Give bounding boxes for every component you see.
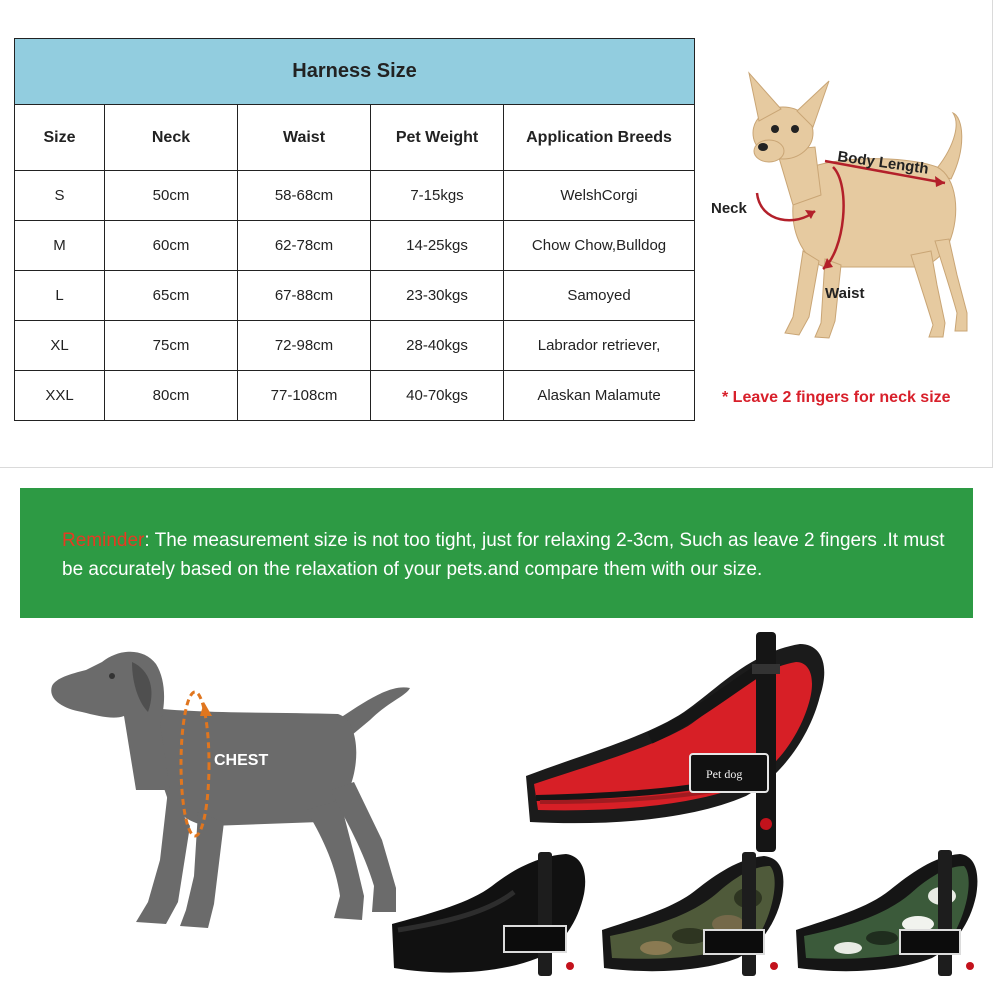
- harness-size-table: [14, 38, 695, 421]
- column-header-size: Size: [15, 105, 105, 171]
- cell-size: M: [15, 221, 105, 271]
- cell-breed: Chow Chow,Bulldog: [504, 221, 695, 271]
- cell-neck: 60cm: [105, 221, 238, 271]
- neck-label: Neck: [711, 200, 747, 217]
- white-camo-harness-image: [792, 848, 982, 980]
- waist-label: Waist: [825, 285, 865, 302]
- chihuahua-measurement-illustration: [705, 55, 990, 365]
- cell-weight: 14-25kgs: [371, 221, 504, 271]
- column-header-breeds: Application Breeds: [504, 105, 695, 171]
- cell-weight: 23-30kgs: [371, 271, 504, 321]
- green-camo-harness-image: [598, 850, 788, 980]
- column-header-pet-weight: Pet Weight: [371, 105, 504, 171]
- reminder-text: [62, 526, 967, 584]
- neck-fingers-note: * Leave 2 fingers for neck size: [722, 389, 951, 406]
- cell-weight: 28-40kgs: [371, 321, 504, 371]
- table-title: Harness Size: [15, 39, 695, 105]
- table-row: [15, 221, 695, 271]
- table-row: [15, 371, 695, 421]
- dog-silhouette: [51, 652, 410, 928]
- table-row: [15, 321, 695, 371]
- cell-waist: 72-98cm: [238, 321, 371, 371]
- harness-brand-label: Pet dog: [706, 767, 743, 781]
- column-header-neck: Neck: [105, 105, 238, 171]
- size-chart-panel: [0, 0, 993, 468]
- reminder-label: Reminder: [62, 530, 145, 551]
- cell-weight: 7-15kgs: [371, 171, 504, 221]
- cell-waist: 58-68cm: [238, 171, 371, 221]
- cell-breed: Alaskan Malamute: [504, 371, 695, 421]
- chest-label: CHEST: [214, 752, 269, 769]
- cell-breed: WelshCorgi: [504, 171, 695, 221]
- cell-waist: 77-108cm: [238, 371, 371, 421]
- cell-size: XXL: [15, 371, 105, 421]
- cell-waist: 62-78cm: [238, 221, 371, 271]
- table-header-row: [15, 105, 695, 171]
- cell-neck: 65cm: [105, 271, 238, 321]
- dog-eye: [109, 673, 115, 679]
- cell-breed: Samoyed: [504, 271, 695, 321]
- cell-neck: 50cm: [105, 171, 238, 221]
- cell-weight: 40-70kgs: [371, 371, 504, 421]
- reminder-message: : The measurement size is not too tight, just for relaxing 2-3cm, Such as leave 2 fingers .It must be accurately based on the relaxation of your pets.and compare them with our size.: [62, 530, 945, 580]
- red-harness-image: [520, 626, 830, 856]
- cell-neck: 75cm: [105, 321, 238, 371]
- cell-waist: 67-88cm: [238, 271, 371, 321]
- cell-size: L: [15, 271, 105, 321]
- column-header-waist: Waist: [238, 105, 371, 171]
- black-harness-image: [388, 850, 588, 980]
- body-length-label: Body Length: [836, 148, 930, 178]
- cell-neck: 80cm: [105, 371, 238, 421]
- table-row: [15, 271, 695, 321]
- dog-chest-illustration: [40, 640, 420, 940]
- table-row: [15, 171, 695, 221]
- cell-breed: Labrador retriever,: [504, 321, 695, 371]
- cell-size: S: [15, 171, 105, 221]
- reminder-banner: [20, 488, 973, 618]
- cell-size: XL: [15, 321, 105, 371]
